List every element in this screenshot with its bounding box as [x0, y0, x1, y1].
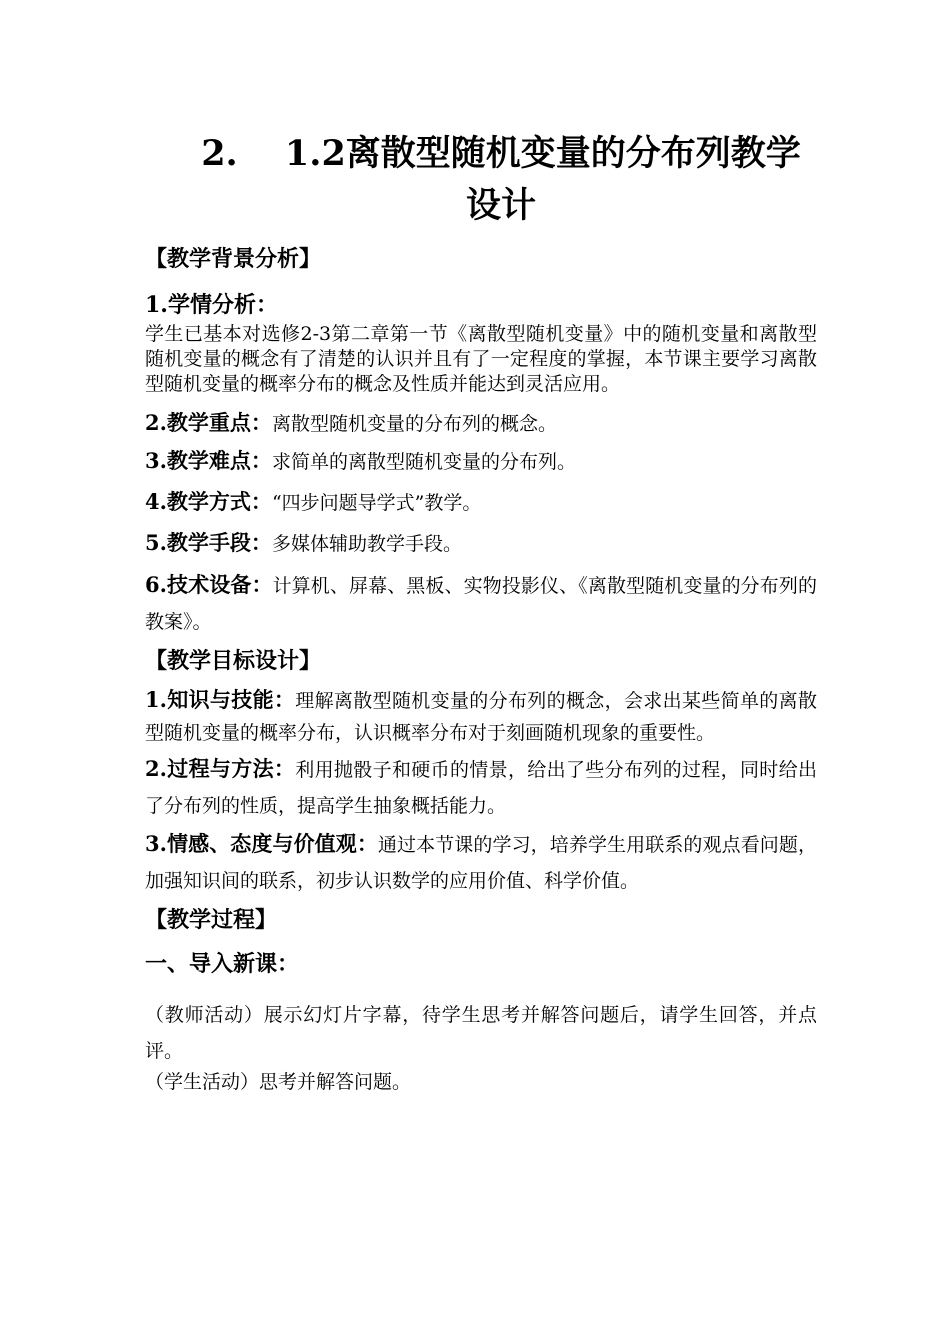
- title-line-1: 2. 1.2离散型随机变量的分布列教学: [201, 133, 801, 174]
- section-heading-background: 【教学背景分析】: [145, 246, 322, 272]
- item-process-method: [145, 751, 817, 824]
- document-title: [145, 128, 817, 232]
- item-difficulty: [145, 444, 817, 479]
- item-label: 3.情感、态度与价值观：: [145, 831, 378, 856]
- item-text: 计算机、屏幕、黑板、实物投影仪、《离散型随机变量的分布列的教案》。: [145, 575, 817, 633]
- item-text: 离散型随机变量的分布列的概念。: [271, 413, 557, 435]
- item-text: 求简单的离散型随机变量的分布列。: [271, 451, 576, 473]
- item-label: 2.过程与方法：: [145, 756, 296, 781]
- item-equipment: [145, 567, 817, 640]
- item-text: 利用抛骰子和硬币的情景，给出了些分布列的过程，同时给出了分布列的性质，提高学生抽象概括能力。: [145, 759, 817, 817]
- paragraph-teacher-activity: （教师活动）展示幻灯片字幕，待学生思考并解答问题后，请学生回答，并点评。: [145, 1004, 817, 1062]
- item-label: 2.教学重点：: [145, 410, 272, 435]
- document-page: [145, 128, 817, 1095]
- title-line-2: 设计: [465, 185, 536, 226]
- paragraph-student-activity: （学生活动）思考并解答问题。: [145, 1071, 412, 1093]
- item-teaching-means: [145, 526, 817, 561]
- item-emotion-values: [145, 826, 817, 899]
- item-teaching-method: [145, 485, 817, 520]
- item-label: 5.教学手段：: [145, 530, 272, 555]
- item-label: 6.技术设备：: [145, 572, 273, 597]
- item-text: 多媒体辅助教学手段。: [271, 533, 462, 555]
- heading-intro: 一、导入新课：: [145, 951, 300, 977]
- section-heading-goals: 【教学目标设计】: [145, 648, 322, 674]
- item-label: 4.教学方式：: [145, 489, 272, 514]
- item-label: 1.知识与技能：: [145, 687, 296, 712]
- section-heading-process: 【教学过程】: [145, 907, 278, 933]
- item-knowledge-skill: [145, 684, 817, 749]
- heading-xueqing: 1.学情分析：: [145, 292, 278, 318]
- paragraph-xueqing: 学生已基本对选修2-3第二章第一节《离散型随机变量》中的随机变量和离散型随机变量的概念有了清楚的认识并且有了一定程度的掌握，本节课主要学习离散型随机变量的概率分布的概念及性质并能达到灵活应用。: [145, 323, 817, 395]
- item-text: 理解离散型随机变量的分布列的概念，会求出某些简单的离散型随机变量的概率分布，认识概率分布对于刻画随机现象的重要性。: [145, 690, 817, 744]
- item-label: 3.教学难点：: [145, 448, 272, 473]
- item-text: “四步问题导学式”教学。: [271, 492, 482, 514]
- item-text: 通过本节课的学习，培养学生用联系的观点看问题，加强知识间的联系，初步认识数学的应用价值、科学价值。: [145, 834, 817, 892]
- item-key-point: [145, 407, 817, 440]
